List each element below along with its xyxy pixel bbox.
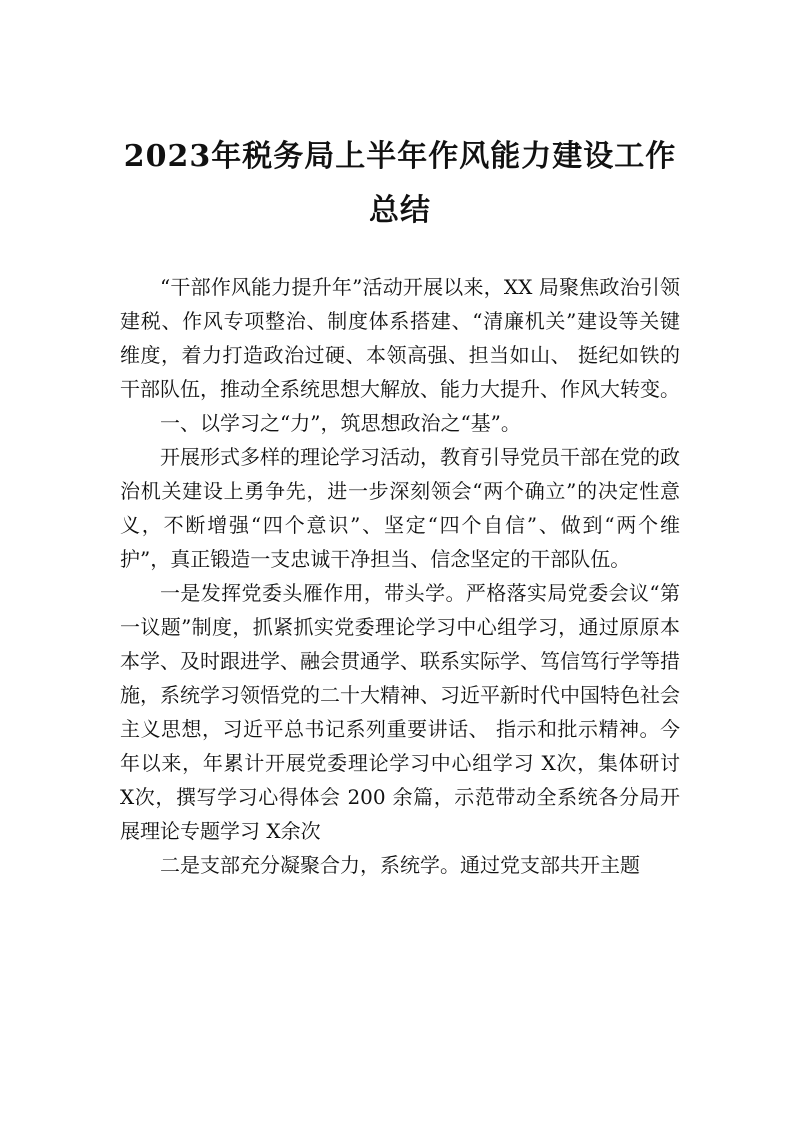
paragraph-point-2: 二是支部充分凝聚合力，系统学。通过党支部共开主题 <box>160 853 640 877</box>
document-body <box>120 270 680 882</box>
section-heading-1: 一、以学习之“力”，筑思想政治之“基”。 <box>160 411 521 435</box>
document-title: 2023年税务局上半年作风能力建设工作总结 <box>123 139 677 228</box>
paragraph-section-1: 开展形式多样的理论学习活动，教育引导党员干部在党的政治机关建设上勇争先，进一步深刻领会“两个确立”的决定性意义，不断增强“四个意识”、坚定“四个自信”、做到“两个维护”，真正锻造一支忠诚干净担当、信念坚定的干部队伍。 <box>120 445 680 571</box>
paragraph-point-1: 一是发挥党委头雁作用，带头学。严格落实局党委会议“第一议题”制度，抓紧抓实党委理论学习中心组学习，通过原原本本学、及时跟进学、融会贯通学、联系实际学、笃信笃行学等措施，系统学习领悟党的二十大精神、习近平新时代中国特色社会主义思想，习近平总书记系列重要讲话、 指示和批示精神。今年以来，年累计开展党委理论学习中心组学习 X次，集体研讨 X次，撰写学习心得体会 200 余篇，示范带动全系统各分局开展理论专题学习 X余次 <box>120 581 680 843</box>
paragraph-intro: “干部作风能力提升年”活动开展以来，XX 局聚焦政治引领建税、作风专项整治、制度体系搭建、“清廉机关”建设等关键维度，着力打造政治过硬、本领高强、担当如山、 挺纪如铁的干部队伍，推动全系统思想大解放、能力大提升、作风大转变。 <box>120 275 680 401</box>
